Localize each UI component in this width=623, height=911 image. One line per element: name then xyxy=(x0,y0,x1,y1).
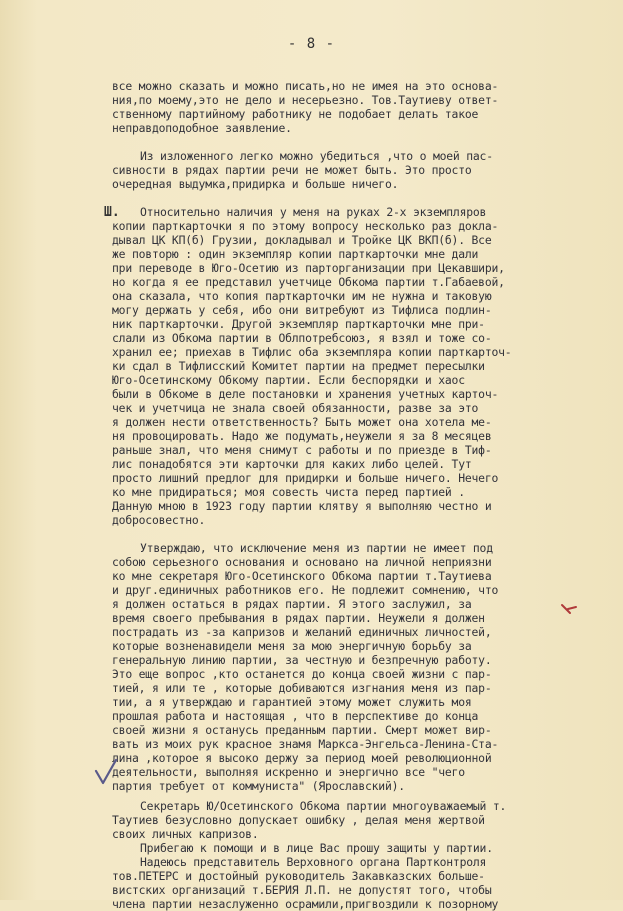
text-line: Юго-Осетинскому Обкому партии. Если беспорядки и хаос xyxy=(112,373,465,387)
text-line: были в Обкоме в деле постановки и хранения учетных карточ- xyxy=(112,387,499,401)
text-line: очередная выдумка,придирка и больше ничего. xyxy=(112,177,399,191)
section-numeral: Ш. xyxy=(104,205,120,220)
text-line: вистских организаций т.БЕРИЯ Л.П. не допустят того, чтобы xyxy=(112,883,492,897)
text-line: генеральную линию партии, за честную и безпречную работу. xyxy=(112,653,492,667)
page-number: - 8 - xyxy=(287,36,336,52)
text-line: Секретарь Ю/Осетинского Обкома партии многоуважаемый т. xyxy=(140,799,507,813)
text-line: добросовестно. xyxy=(112,513,206,527)
text-line: пострадать из -за капризов и желаний единичных личностей, xyxy=(112,625,492,639)
text-line: ния,по моему,это не дело и несерьезно. Тов.Таутиеву ответ- xyxy=(112,93,499,107)
text-line: собою серьезного основания и основано на личной неприязни xyxy=(112,555,492,569)
text-line: и друг.единичных работников его. Не подлежит сомнению, что xyxy=(112,583,499,597)
text-line: лис понадобятся эти карточки для каких либо целей. Тут xyxy=(112,457,472,471)
text-line: раньше знал, что меня снимут с работы и по приезде в Тиф- xyxy=(112,443,492,457)
text-line: вать из моих рук красное знамя Маркса-Энгельса-Ленина-Ста- xyxy=(112,737,499,751)
text-line: Надеюсь представитель Верховного органа Партконтроля xyxy=(140,855,487,869)
check-mark-icon xyxy=(93,757,119,787)
text-line: Утверждаю, что исключение меня из партии не имеет под xyxy=(140,541,493,555)
text-line: сивности в рядах партии речи не может быть. Это просто xyxy=(112,163,472,177)
text-line: Прибегаю к помощи и в лице Вас прошу защиты у партии. xyxy=(140,841,493,855)
text-line: тии, а я утверждаю и гарантией этому может служить моя xyxy=(112,695,472,709)
text-line: же повторю : один экземпляр копии парткарточки мне дали xyxy=(112,247,479,261)
text-line: тией, я или те , которые добиваются изгнания меня из пар- xyxy=(112,681,492,695)
text-line: я должен остаться в рядах партии. Я этого заслужил, за xyxy=(112,597,472,611)
text-line: но когда я ее представил учетчице Обкома партии т.Габаевой, xyxy=(112,275,505,289)
text-line: ственному партийному работнику не подобает делать такое xyxy=(112,107,479,121)
text-line: ня провоцировать. Надо же подумать,неужели я за 8 месяцев xyxy=(112,429,492,443)
text-line: время своего пребывания в рядах партии. Неужели я должен xyxy=(112,611,485,625)
text-line: деятельности, выполняя искренно и энергично все "чего xyxy=(112,765,465,779)
red-pencil-mark-icon xyxy=(560,601,580,617)
text-line: члена партии незаслуженно осрамили,пригвоздили к позорному xyxy=(112,897,499,911)
text-line: своих личных капризов. xyxy=(112,827,259,841)
text-line: ки сдал в Тифлисский Комитет партии на предмет пересылки xyxy=(112,359,485,373)
text-line: своей жизни я останусь преданным партии. Смерт может вир- xyxy=(112,723,492,737)
text-line: копии парткарточки я по этому вопросу несколько раз докла- xyxy=(112,219,499,233)
text-line: хранил ее; приехав в Тифлис оба экземпляра копии парткарточ- xyxy=(112,345,512,359)
text-line: ник парткарточки. Другой экземпляр парткарточки мне при- xyxy=(112,317,485,331)
text-line: могу держать у себя, ибо они витребуют из Тифлиса подлин- xyxy=(112,303,492,317)
text-line: при переводе в Юго-Осетию из парторганизации при Цекавшири, xyxy=(112,261,505,275)
text-line: лина ,которое я высоко держу за период моей революционной xyxy=(112,751,492,765)
text-line: слали из Обкома партии в Облпотребсоюз, я взял и тоже со- xyxy=(112,331,492,345)
text-line: неправдоподобное заявление. xyxy=(112,121,292,135)
text-line: которые возненавидели меня за мою энергичную борьбу за xyxy=(112,639,472,653)
text-line: я должен нести ответственность? Быть может она хотела ме- xyxy=(112,415,492,429)
text-line: партия требует от коммуниста" (Ярославский). xyxy=(112,779,405,793)
text-line: Таутиев безусловно допускает ошибку , делая меня жертвой xyxy=(112,813,485,827)
text-line: просто лишний предлог для придирки и больше ничего. Нечего xyxy=(112,471,499,485)
text-line: Это еще вопрос ,кто останется до конца своей жизни с пар- xyxy=(112,667,492,681)
text-line: она сказала, что копия парткарточки им не нужна и таковую xyxy=(112,289,492,303)
text-line: тов.ПЕТЕРС и достойный руководитель Закавказских больше- xyxy=(112,869,485,883)
text-line: прошлая работа и настоящая , что в перспективе до конца xyxy=(112,709,479,723)
text-line: Данную мною в 1923 году партии клятву я выполняю честно и xyxy=(112,499,492,513)
text-line: ко мне секретаря Юго-Осетинского Обкома партии т.Таутиева xyxy=(112,569,492,583)
text-line: ко мне придираться; моя совесть чиста перед партией . xyxy=(112,485,465,499)
text-line: все можно сказать и можно писать,но не имея на это основа- xyxy=(112,79,499,93)
text-line: Относительно наличия у меня на руках 2-х экземпляров xyxy=(140,205,487,219)
text-line: дывал ЦК КП(б) Грузии, докладывал и Тройке ЦК ВКП(б). Все xyxy=(112,233,492,247)
text-line: Из изложенного легко можно убедиться ,что о моей пас- xyxy=(140,149,493,163)
text-line: чек и учетчица не знала своей обязанности, разве за это xyxy=(112,401,479,415)
